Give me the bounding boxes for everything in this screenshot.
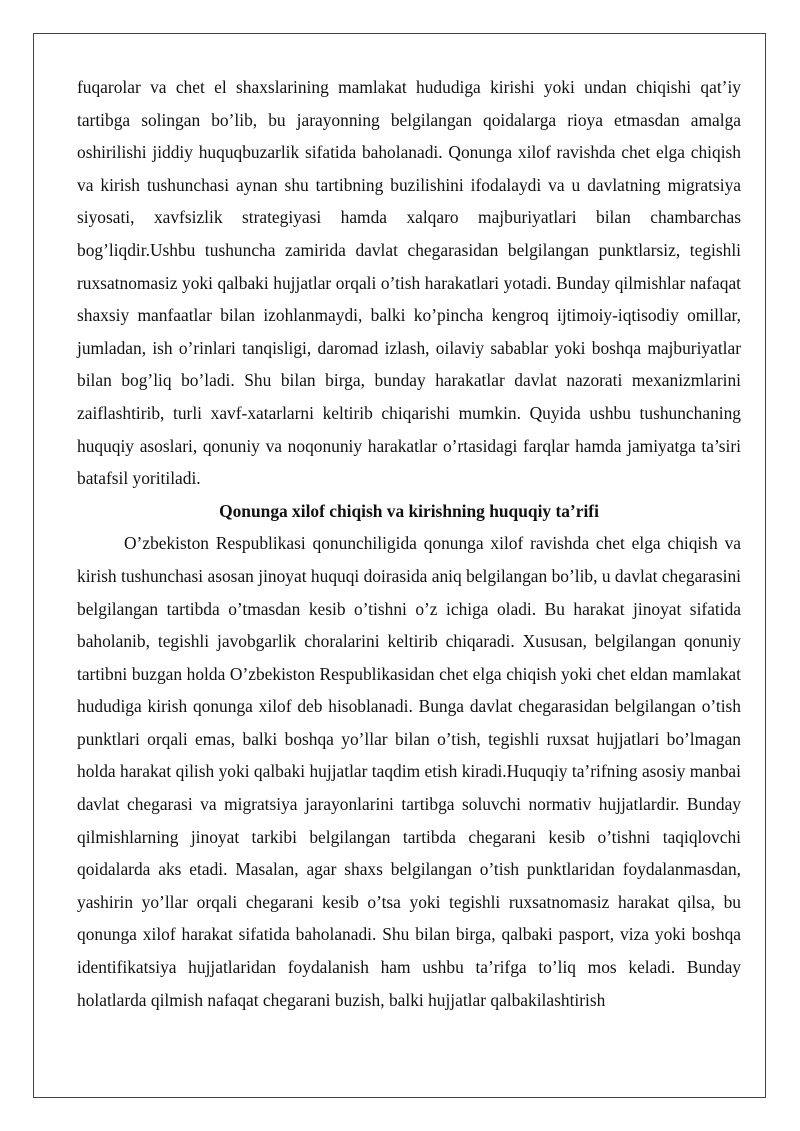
- section-heading: Qonunga xilof chiqish va kirishning huquqiy ta’rifi: [219, 500, 599, 521]
- document-body: [77, 71, 741, 1016]
- body-paragraph-2: O’zbekiston Respublikasi qonunchiligida qonunga xilof ravishda chet elga chiqish va kirish tushunchasi asosan jinoyat huquqi doirasida aniq belgilangan bo’lib, u davlat chegarasini belgilangan tartibda o’tmasdan kesib o’tishni o’z ichiga oladi. Bu harakat jinoyat sifatida baholanib, tegishli javobgarlik choralarini keltirib chiqaradi. Xususan, belgilangan qonuniy tartibni buzgan holda O’zbekiston Respublikasidan chet elga chiqish yoki chet eldan mamlakat hududiga kirish qonunga xilof deb hisoblanadi. Bunga davlat chegarasidan belgilangan o’tish punktlari orqali emas, balki boshqa yo’llar bilan o’tish, tegishli ruxsat hujjatlari bo’lmagan holda harakat qilish yoki qalbaki hujjatlar taqdim etish kiradi.Huquqiy ta’rifning asosiy manbai davlat chegarasi va migratsiya jarayonlarini tartibga soluvchi normativ hujjatlardir. Bunday qilmishlarning jinoyat tarkibi belgilangan tartibda chegarani kesib o’tishni taqiqlovchi qoidalarda aks etadi. Masalan, agar shaxs belgilangan o’tish punktlaridan foydalanmasdan, yashirin yo’llar orqali chegarani kesib o’tsa yoki tegishli ruxsatnomasiz harakat qilsa, bu qonunga xilof harakat sifatida baholanadi. Shu bilan birga, qalbaki pasport, viza yoki boshqa identifikatsiya hujjatlaridan foydalanish ham ushbu ta’rifga to’liq mos keladi. Bunday holatlarda qilmish nafaqat chegarani buzish, balki hujjatlar qalbakilashtirish: [77, 533, 741, 1010]
- body-paragraph-1: fuqarolar va chet el shaxslarining mamlakat hududiga kirishi yoki undan chiqishi qat’iy tartibga solingan bo’lib, bu jarayonning belgilangan qoidalarga rioya etmasdan amalga oshirilishi jiddiy huquqbuzarlik sifatida baholanadi. Qonunga xilof ravishda chet elga chiqish va kirish tushunchasi aynan shu tartibning buzilishini ifodalaydi va u davlatning migratsiya siyosati, xavfsizlik strategiyasi hamda xalqaro majburiyatlari bilan chambarchas bog’liqdir.Ushbu tushuncha zamirida davlat chegarasidan belgilangan punktlarsiz, tegishli ruxsatnomasiz yoki qalbaki hujjatlar orqali o’tish harakatlari yotadi. Bunday qilmishlar nafaqat shaxsiy manfaatlar bilan izohlanmaydi, balki ko’pincha kengroq ijtimoiy-iqtisodiy omillar, jumladan, ish o’rinlari tanqisligi, daromad izlash, oilaviy sabablar yoki boshqa majburiyatlar bilan bog’liq bo’ladi. Shu bilan birga, bunday harakatlar davlat nazorati mexanizmlarini zaiflashtirib, turli xavf-xatarlarni keltirib chiqarishi mumkin. Quyida ushbu tushunchaning huquqiy asoslari, qonuniy va noqonuniy harakatlar o’rtasidagi farqlar hamda jamiyatga ta’siri batafsil yoritiladi.: [77, 77, 741, 489]
